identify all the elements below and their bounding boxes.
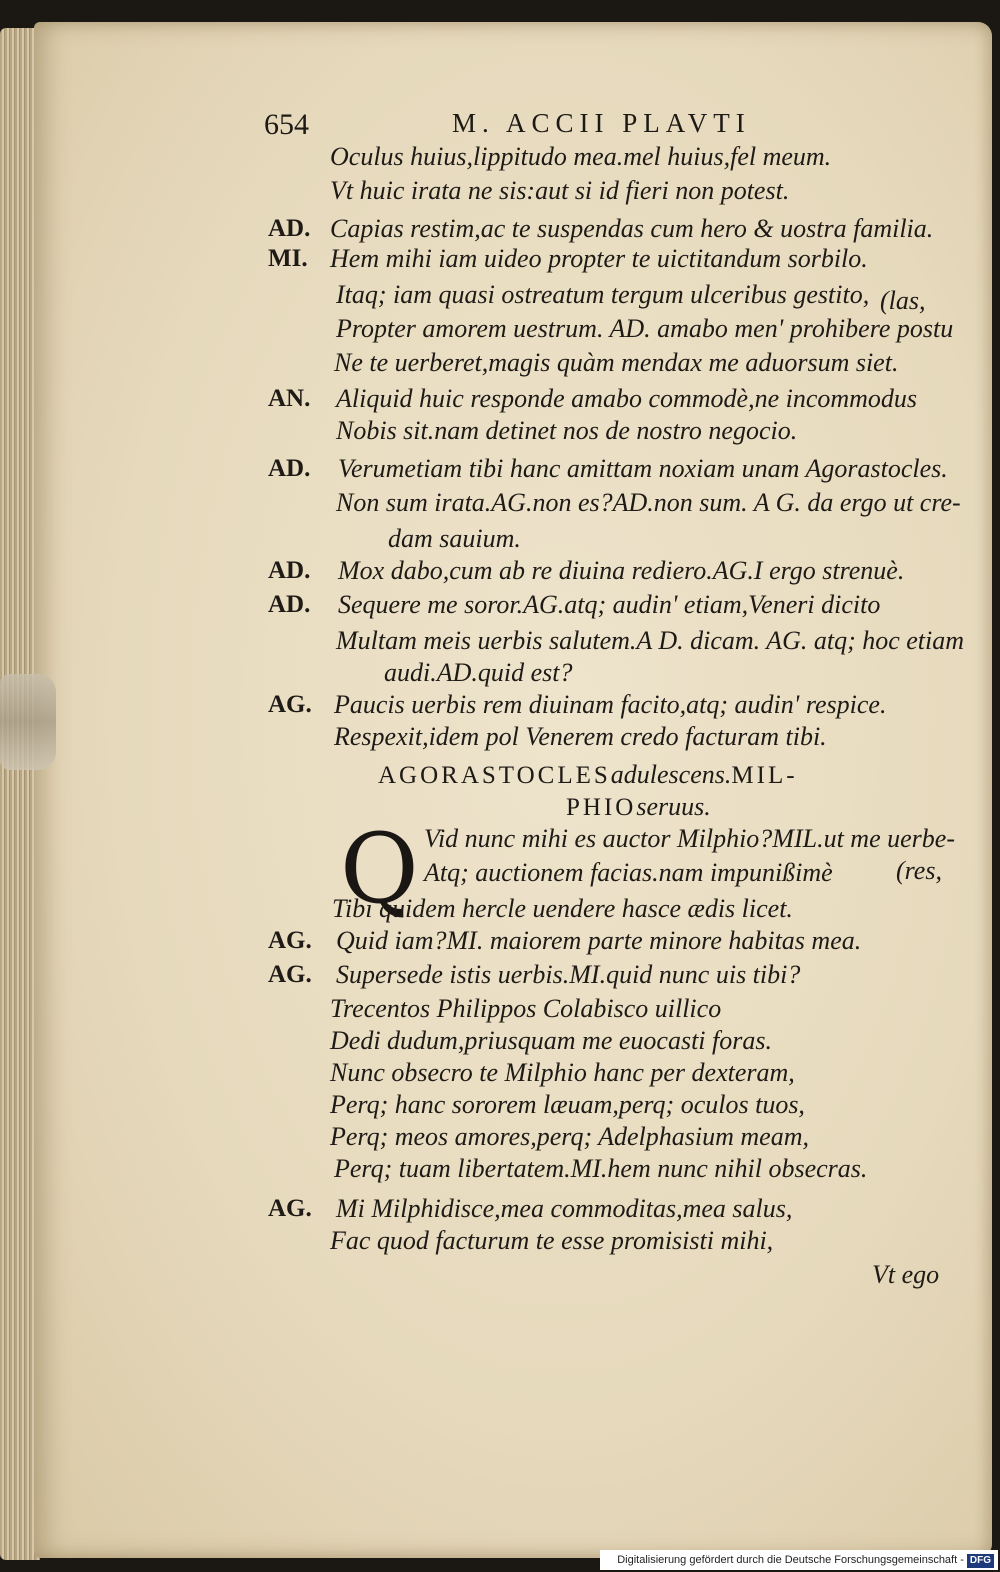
verse-line: Nobis sit.nam detinet nos de nostro negocio. [336, 416, 798, 445]
running-head: M. ACCII PLAVTI [452, 108, 751, 138]
verse-line: Atq; auctionem facias.nam impunißimè [424, 858, 833, 887]
scene-heading-name-2: MIL- [731, 762, 798, 789]
catchword: Vt ego [872, 1260, 940, 1289]
verse-line: Oculus huius,lippitudo mea.mel huius,fel meum. [330, 142, 832, 171]
verse-line: dam sauium. [388, 524, 521, 553]
verse-line: Sequere me soror.AG.atq; audin' etiam,Veneri dicito [338, 590, 881, 619]
verse-line: Trecentos Philippos Colabisco uillico [330, 994, 722, 1023]
page-clip [0, 674, 56, 770]
verse-line: Nunc obsecro te Milphio hanc per dexteram, [330, 1058, 795, 1087]
verse-line: Mi Milphidisce,mea commoditas,mea salus, [336, 1194, 793, 1223]
marginal-overflow-1: (las, [880, 286, 926, 315]
verse-line: Hem mihi iam uideo propter te uictitandum sorbilo. [330, 244, 868, 273]
verse-line: Capias restim,ac te suspendas cum hero & uostra familia. [330, 214, 934, 243]
folio-number: 654 [264, 108, 309, 141]
scene-heading-name-3: PHIO [566, 794, 637, 821]
speaker-label: MI. [268, 245, 308, 272]
speaker-label: AN. [268, 385, 311, 412]
verse-line: Perq; meos amores,perq; Adelphasium meam, [330, 1122, 809, 1151]
speaker-label: AG. [268, 1195, 312, 1222]
verse-line: Paucis uerbis rem diuinam facito,atq; audin' respice. [334, 690, 887, 719]
drop-capital: Q [340, 813, 419, 925]
verse-line: Aliquid huic responde amabo commodè,ne incommodus [336, 384, 918, 413]
verse-line: Perq; hanc sororem læuam,perq; oculos tuos, [330, 1090, 805, 1119]
verse-line: Perq; tuam libertatem.MI.hem nunc nihil obsecras. [334, 1154, 868, 1183]
scene-heading-role: adulescens. [610, 760, 732, 789]
verse-line: Ne te uerberet,magis quàm mendax me aduorsum siet. [334, 348, 899, 377]
verse-line: Respexit,idem pol Venerem credo facturam tibi. [334, 722, 827, 751]
verse-line: Dedi dudum,priusquam me euocasti foras. [330, 1026, 772, 1055]
speaker-label: AD. [268, 557, 311, 584]
verse-line: Supersede istis uerbis.MI.quid nunc uis tibi? [336, 960, 801, 989]
footer-credit: Digitalisierung gefördert durch die Deutsche Forschungsgemeinschaft - [617, 1554, 964, 1566]
scene-heading-name: AGORASTOCLES [378, 762, 611, 789]
scene-heading-line-1 [378, 760, 798, 791]
speaker-label: AG. [268, 927, 312, 954]
verse-line: Verumetiam tibi hanc amittam noxiam unam Agorastocles. [338, 454, 948, 483]
speaker-label: AG. [268, 961, 312, 988]
verse-line: audi.AD.quid est? [384, 658, 573, 687]
verse-line: Itaq; iam quasi ostreatum tergum ulceribus gestito, [336, 280, 870, 309]
digitization-footer [600, 1550, 998, 1570]
scene-heading-line-2 [566, 792, 711, 823]
scene-heading-role-2: seruus. [636, 792, 711, 821]
verse-line: Quid iam?MI. maiorem parte minore habitas mea. [336, 926, 862, 955]
speaker-label: AG. [268, 691, 312, 718]
verse-line: Non sum irata.AG.non es?AD.non sum. A G. da ergo ut cre- [336, 488, 961, 517]
verse-line: Multam meis uerbis salutem.A D. dicam. AG. atq; hoc etiam [336, 626, 965, 655]
verse-line: Vt huic irata ne sis:aut si id fieri non potest. [330, 176, 790, 205]
verse-line: Vid nunc mihi es auctor Milphio?MIL.ut me uerbe- [424, 824, 955, 853]
verse-line: Tibi quidem hercle uendere hasce ædis licet. [332, 894, 793, 923]
verse-line: Fac quod facturum te esse promisisti mihi, [330, 1226, 774, 1255]
speaker-label: AD. [268, 215, 311, 242]
dfg-logo: DFG [967, 1554, 994, 1568]
verse-line: Mox dabo,cum ab re diuina rediero.AG.I ergo strenuè. [338, 556, 905, 585]
speaker-label: AD. [268, 455, 311, 482]
speaker-label: AD. [268, 591, 311, 618]
marginal-overflow-2: (res, [896, 856, 942, 885]
verse-line: Propter amorem uestrum. AD. amabo men' prohibere postu [336, 314, 954, 343]
